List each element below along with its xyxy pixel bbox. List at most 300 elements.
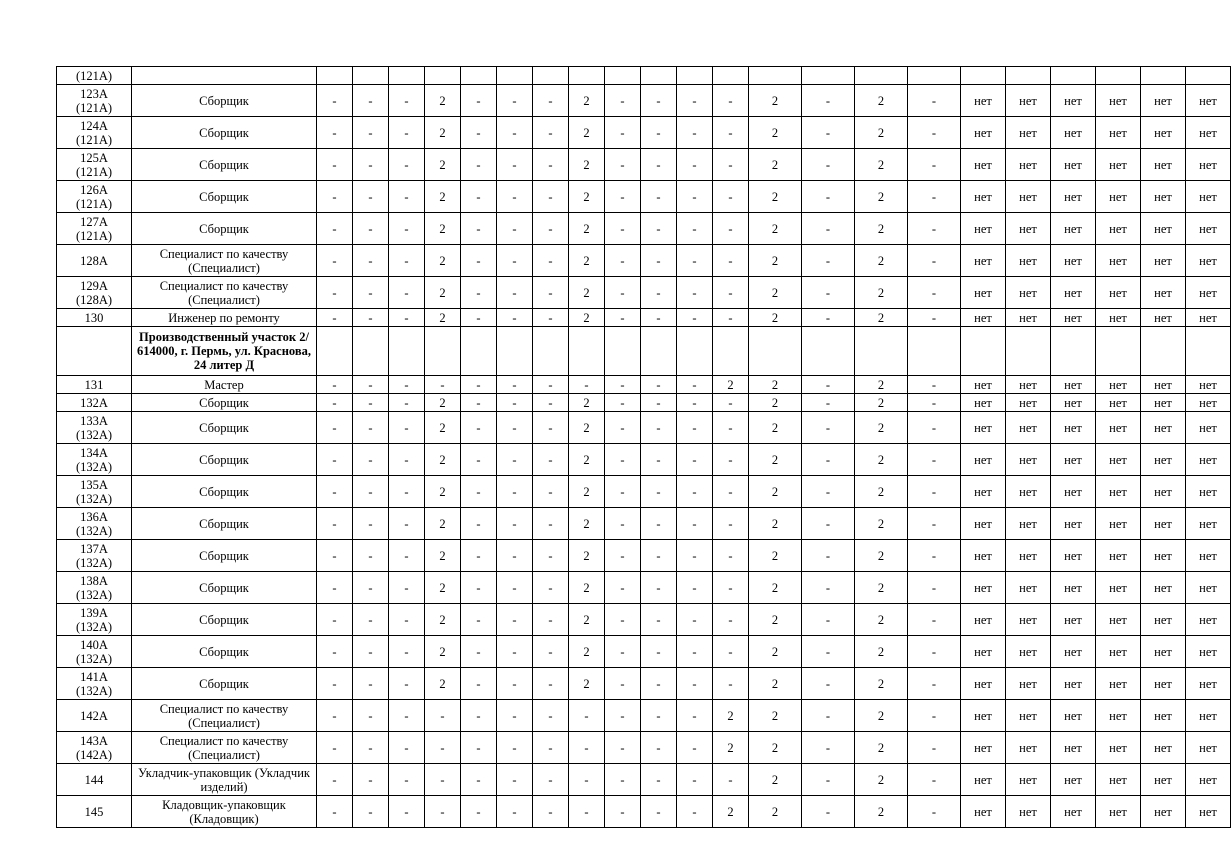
table-row bbox=[57, 668, 1231, 700]
availability-cell: нет bbox=[1096, 444, 1141, 476]
availability-cell: нет bbox=[1051, 117, 1096, 149]
data-cell: - bbox=[497, 572, 533, 604]
availability-cell: нет bbox=[1141, 181, 1186, 213]
data-cell: - bbox=[677, 394, 713, 412]
data-cell: - bbox=[389, 444, 425, 476]
data-cell: 2 bbox=[425, 277, 461, 309]
row-number-line: (132А) bbox=[75, 619, 113, 634]
row-number-line: (121А) bbox=[75, 196, 113, 211]
data-cell: - bbox=[497, 394, 533, 412]
row-number-line: 129А bbox=[80, 278, 108, 293]
data-cell: 2 bbox=[425, 636, 461, 668]
data-cell: - bbox=[641, 117, 677, 149]
data-cell: - bbox=[533, 700, 569, 732]
availability-cell: нет bbox=[1141, 85, 1186, 117]
data-cell: - bbox=[641, 181, 677, 213]
availability-cell: нет bbox=[1186, 213, 1231, 245]
data-cell: - bbox=[461, 277, 497, 309]
availability-cell: нет bbox=[1141, 636, 1186, 668]
availability-cell: нет bbox=[1006, 412, 1051, 444]
data-cell: - bbox=[461, 117, 497, 149]
data-cell: - bbox=[317, 444, 353, 476]
data-cell: - bbox=[425, 796, 461, 828]
availability-cell: нет bbox=[1006, 444, 1051, 476]
data-cell: - bbox=[677, 149, 713, 181]
availability-cell: нет bbox=[1186, 277, 1231, 309]
data-cell: - bbox=[641, 85, 677, 117]
data-cell: - bbox=[802, 412, 855, 444]
data-cell bbox=[533, 327, 569, 376]
row-number-line: 126А bbox=[80, 182, 108, 197]
data-cell: 2 bbox=[855, 444, 908, 476]
data-cell: 2 bbox=[569, 149, 605, 181]
data-cell: 2 bbox=[425, 508, 461, 540]
data-cell bbox=[461, 327, 497, 376]
availability-cell bbox=[1051, 67, 1096, 85]
data-cell: - bbox=[641, 700, 677, 732]
data-cell: - bbox=[908, 245, 961, 277]
row-number-cell bbox=[57, 476, 132, 508]
data-cell: 2 bbox=[749, 117, 802, 149]
data-cell: - bbox=[533, 85, 569, 117]
data-cell: - bbox=[497, 245, 533, 277]
position-title-cell: Сборщик bbox=[132, 117, 317, 149]
availability-cell: нет bbox=[1096, 213, 1141, 245]
data-cell: 2 bbox=[569, 181, 605, 213]
data-cell: - bbox=[908, 394, 961, 412]
availability-cell: нет bbox=[1051, 245, 1096, 277]
availability-cell: нет bbox=[1006, 572, 1051, 604]
availability-cell: нет bbox=[1096, 668, 1141, 700]
availability-cell: нет bbox=[1006, 540, 1051, 572]
data-cell bbox=[389, 67, 425, 85]
table-row bbox=[57, 604, 1231, 636]
data-cell: - bbox=[317, 636, 353, 668]
table-row bbox=[57, 376, 1231, 394]
availability-cell: нет bbox=[961, 604, 1006, 636]
table-row bbox=[57, 245, 1231, 277]
data-cell: - bbox=[677, 213, 713, 245]
data-cell: - bbox=[497, 181, 533, 213]
data-cell: - bbox=[389, 732, 425, 764]
data-cell: - bbox=[677, 245, 713, 277]
availability-cell bbox=[1051, 327, 1096, 376]
position-title-cell: Сборщик bbox=[132, 85, 317, 117]
data-cell: - bbox=[533, 636, 569, 668]
availability-cell: нет bbox=[961, 309, 1006, 327]
position-title-cell: Сборщик bbox=[132, 213, 317, 245]
table-row bbox=[57, 149, 1231, 181]
data-cell: - bbox=[461, 245, 497, 277]
row-number-line: 144 bbox=[84, 772, 104, 787]
row-number-line: (142А) bbox=[75, 747, 113, 762]
data-cell: - bbox=[389, 604, 425, 636]
availability-cell: нет bbox=[1141, 508, 1186, 540]
table-row bbox=[57, 444, 1231, 476]
data-cell bbox=[569, 327, 605, 376]
data-cell: - bbox=[677, 764, 713, 796]
data-cell: - bbox=[802, 668, 855, 700]
data-cell: - bbox=[425, 700, 461, 732]
position-title-cell: Сборщик bbox=[132, 572, 317, 604]
data-cell: - bbox=[908, 508, 961, 540]
data-cell: - bbox=[802, 540, 855, 572]
position-title-cell: Сборщик bbox=[132, 149, 317, 181]
data-cell: - bbox=[389, 213, 425, 245]
availability-cell: нет bbox=[1186, 572, 1231, 604]
position-title-cell: Специалист по качеству (Специалист) bbox=[132, 732, 317, 764]
data-cell: - bbox=[641, 376, 677, 394]
data-cell: - bbox=[802, 181, 855, 213]
data-cell bbox=[353, 327, 389, 376]
row-number-cell bbox=[57, 508, 132, 540]
availability-cell: нет bbox=[1186, 508, 1231, 540]
availability-cell: нет bbox=[1096, 376, 1141, 394]
data-cell: - bbox=[461, 540, 497, 572]
data-cell bbox=[425, 67, 461, 85]
data-cell: 2 bbox=[713, 796, 749, 828]
availability-cell: нет bbox=[961, 572, 1006, 604]
availability-cell: нет bbox=[1096, 796, 1141, 828]
data-cell: - bbox=[605, 796, 641, 828]
data-cell: 2 bbox=[855, 85, 908, 117]
data-cell: - bbox=[461, 149, 497, 181]
availability-cell: нет bbox=[1096, 394, 1141, 412]
data-cell: - bbox=[677, 117, 713, 149]
table-row bbox=[57, 732, 1231, 764]
data-cell: - bbox=[353, 394, 389, 412]
availability-cell: нет bbox=[1141, 732, 1186, 764]
availability-cell: нет bbox=[1051, 149, 1096, 181]
data-cell: - bbox=[461, 476, 497, 508]
data-cell: - bbox=[389, 245, 425, 277]
data-cell: - bbox=[317, 508, 353, 540]
data-cell: - bbox=[908, 309, 961, 327]
data-cell: - bbox=[802, 764, 855, 796]
data-cell: - bbox=[677, 444, 713, 476]
data-cell: - bbox=[641, 149, 677, 181]
row-number-cell bbox=[57, 412, 132, 444]
data-cell: 2 bbox=[425, 309, 461, 327]
availability-cell: нет bbox=[1051, 376, 1096, 394]
availability-cell: нет bbox=[1141, 277, 1186, 309]
availability-cell: нет bbox=[961, 700, 1006, 732]
data-cell: - bbox=[605, 700, 641, 732]
data-cell: - bbox=[533, 309, 569, 327]
availability-cell: нет bbox=[1141, 309, 1186, 327]
data-cell: - bbox=[677, 636, 713, 668]
position-title-cell: Сборщик bbox=[132, 540, 317, 572]
data-cell: - bbox=[317, 796, 353, 828]
row-number-cell bbox=[57, 85, 132, 117]
availability-cell bbox=[1006, 327, 1051, 376]
data-cell: - bbox=[713, 476, 749, 508]
data-cell: - bbox=[389, 85, 425, 117]
data-cell bbox=[497, 327, 533, 376]
availability-cell bbox=[1186, 67, 1231, 85]
row-number-line: 130 bbox=[84, 310, 104, 325]
data-cell bbox=[533, 67, 569, 85]
data-cell bbox=[569, 67, 605, 85]
row-number-line: (121А) bbox=[75, 164, 113, 179]
availability-cell: нет bbox=[1096, 277, 1141, 309]
position-title-cell: Сборщик bbox=[132, 412, 317, 444]
data-cell: - bbox=[641, 572, 677, 604]
data-cell: - bbox=[605, 764, 641, 796]
data-cell bbox=[641, 327, 677, 376]
position-title-cell: Специалист по качеству (Специалист) bbox=[132, 245, 317, 277]
data-cell: - bbox=[353, 245, 389, 277]
row-number-line: (132А) bbox=[75, 491, 113, 506]
data-cell: 2 bbox=[855, 117, 908, 149]
availability-cell: нет bbox=[1186, 700, 1231, 732]
data-cell: - bbox=[389, 412, 425, 444]
data-cell: 2 bbox=[855, 245, 908, 277]
data-cell: - bbox=[389, 508, 425, 540]
row-number-line: (121А) bbox=[75, 100, 113, 115]
data-cell bbox=[677, 327, 713, 376]
availability-cell: нет bbox=[1186, 149, 1231, 181]
data-cell: - bbox=[802, 117, 855, 149]
availability-cell: нет bbox=[1051, 476, 1096, 508]
data-cell: - bbox=[425, 376, 461, 394]
position-title-cell: Мастер bbox=[132, 376, 317, 394]
availability-cell: нет bbox=[1186, 764, 1231, 796]
data-cell: - bbox=[533, 394, 569, 412]
data-cell: - bbox=[641, 604, 677, 636]
availability-cell: нет bbox=[1186, 636, 1231, 668]
availability-cell: нет bbox=[1051, 412, 1096, 444]
availability-cell: нет bbox=[1006, 700, 1051, 732]
data-cell bbox=[389, 327, 425, 376]
data-cell: 2 bbox=[855, 309, 908, 327]
availability-cell: нет bbox=[1096, 476, 1141, 508]
data-cell: - bbox=[497, 277, 533, 309]
availability-cell: нет bbox=[1051, 764, 1096, 796]
row-number-cell bbox=[57, 277, 132, 309]
data-cell: - bbox=[605, 213, 641, 245]
data-cell: 2 bbox=[855, 412, 908, 444]
data-cell: 2 bbox=[749, 213, 802, 245]
availability-cell: нет bbox=[961, 764, 1006, 796]
data-cell: - bbox=[713, 636, 749, 668]
data-cell bbox=[908, 67, 961, 85]
data-cell: - bbox=[353, 508, 389, 540]
data-cell: - bbox=[641, 394, 677, 412]
availability-cell: нет bbox=[1006, 245, 1051, 277]
data-cell: - bbox=[461, 309, 497, 327]
data-cell: - bbox=[713, 85, 749, 117]
data-cell: - bbox=[605, 181, 641, 213]
position-title-cell: Сборщик bbox=[132, 508, 317, 540]
data-cell: 2 bbox=[855, 376, 908, 394]
data-cell: - bbox=[569, 796, 605, 828]
data-cell: - bbox=[677, 309, 713, 327]
row-number-line: 141А bbox=[80, 669, 108, 684]
availability-cell: нет bbox=[1006, 636, 1051, 668]
document-page bbox=[56, 66, 1217, 828]
availability-cell: нет bbox=[1186, 117, 1231, 149]
availability-cell: нет bbox=[1051, 213, 1096, 245]
availability-cell: нет bbox=[1141, 412, 1186, 444]
table-row bbox=[57, 213, 1231, 245]
table-row bbox=[57, 394, 1231, 412]
table-row bbox=[57, 67, 1231, 85]
data-cell: - bbox=[605, 732, 641, 764]
data-cell: - bbox=[605, 476, 641, 508]
availability-cell: нет bbox=[1141, 376, 1186, 394]
data-cell bbox=[749, 67, 802, 85]
data-cell: - bbox=[802, 213, 855, 245]
data-cell: - bbox=[802, 476, 855, 508]
row-number-cell bbox=[57, 572, 132, 604]
row-number-line: 145 bbox=[84, 804, 104, 819]
data-cell: - bbox=[908, 796, 961, 828]
availability-cell: нет bbox=[961, 668, 1006, 700]
availability-cell: нет bbox=[1141, 213, 1186, 245]
data-cell: - bbox=[317, 764, 353, 796]
availability-cell: нет bbox=[1186, 476, 1231, 508]
data-cell: - bbox=[497, 444, 533, 476]
data-cell: - bbox=[713, 181, 749, 213]
data-cell: - bbox=[908, 85, 961, 117]
data-cell: - bbox=[605, 572, 641, 604]
data-cell: - bbox=[317, 85, 353, 117]
data-cell: - bbox=[641, 540, 677, 572]
data-cell: - bbox=[605, 540, 641, 572]
data-cell bbox=[802, 67, 855, 85]
row-number-line: 133А bbox=[80, 413, 108, 428]
data-cell: - bbox=[353, 117, 389, 149]
availability-cell: нет bbox=[961, 508, 1006, 540]
row-number-cell bbox=[57, 245, 132, 277]
row-number-line: 125А bbox=[80, 150, 108, 165]
data-cell: 2 bbox=[855, 604, 908, 636]
data-cell: 2 bbox=[749, 309, 802, 327]
position-title-cell: Специалист по качеству (Специалист) bbox=[132, 277, 317, 309]
availability-cell: нет bbox=[961, 85, 1006, 117]
data-cell: - bbox=[641, 309, 677, 327]
availability-cell: нет bbox=[1141, 572, 1186, 604]
row-number-cell bbox=[57, 181, 132, 213]
availability-cell: нет bbox=[961, 376, 1006, 394]
availability-cell bbox=[1186, 327, 1231, 376]
data-cell: 2 bbox=[749, 376, 802, 394]
data-cell bbox=[749, 327, 802, 376]
data-cell: 2 bbox=[569, 540, 605, 572]
data-cell: 2 bbox=[749, 508, 802, 540]
position-title-cell: Инженер по ремонту bbox=[132, 309, 317, 327]
data-cell: - bbox=[317, 572, 353, 604]
data-cell: - bbox=[641, 277, 677, 309]
data-cell: - bbox=[317, 181, 353, 213]
data-cell: 2 bbox=[749, 277, 802, 309]
data-cell: - bbox=[569, 700, 605, 732]
data-cell: - bbox=[677, 85, 713, 117]
data-cell: - bbox=[802, 636, 855, 668]
data-cell: 2 bbox=[749, 540, 802, 572]
data-cell: - bbox=[461, 444, 497, 476]
row-number-line: 135А bbox=[80, 477, 108, 492]
row-number-line: (132А) bbox=[75, 555, 113, 570]
data-cell: - bbox=[353, 572, 389, 604]
data-cell: 2 bbox=[713, 732, 749, 764]
data-cell: - bbox=[569, 764, 605, 796]
data-cell: - bbox=[389, 394, 425, 412]
availability-cell: нет bbox=[961, 732, 1006, 764]
data-cell: - bbox=[533, 572, 569, 604]
data-cell: - bbox=[605, 412, 641, 444]
data-cell: - bbox=[389, 700, 425, 732]
data-cell: - bbox=[317, 412, 353, 444]
data-cell bbox=[641, 67, 677, 85]
data-cell: - bbox=[908, 149, 961, 181]
data-cell: - bbox=[908, 604, 961, 636]
data-cell: - bbox=[425, 764, 461, 796]
section-header-row bbox=[57, 327, 1231, 376]
data-cell bbox=[425, 327, 461, 376]
data-cell: - bbox=[389, 476, 425, 508]
data-cell: - bbox=[533, 540, 569, 572]
data-cell: - bbox=[461, 572, 497, 604]
table-row bbox=[57, 309, 1231, 327]
data-cell: - bbox=[497, 149, 533, 181]
data-cell: - bbox=[317, 732, 353, 764]
data-cell: 2 bbox=[749, 444, 802, 476]
availability-cell: нет bbox=[961, 444, 1006, 476]
data-cell: 2 bbox=[569, 117, 605, 149]
data-cell: - bbox=[533, 668, 569, 700]
availability-cell: нет bbox=[1186, 732, 1231, 764]
data-cell: - bbox=[713, 309, 749, 327]
data-cell: 2 bbox=[569, 444, 605, 476]
availability-cell: нет bbox=[1141, 764, 1186, 796]
availability-cell: нет bbox=[1051, 277, 1096, 309]
data-cell: - bbox=[641, 796, 677, 828]
data-cell: - bbox=[497, 540, 533, 572]
data-cell: - bbox=[317, 213, 353, 245]
data-cell: - bbox=[677, 700, 713, 732]
availability-cell: нет bbox=[1051, 394, 1096, 412]
availability-cell: нет bbox=[1096, 764, 1141, 796]
availability-cell: нет bbox=[961, 245, 1006, 277]
data-cell: 2 bbox=[713, 376, 749, 394]
availability-cell bbox=[961, 327, 1006, 376]
row-number-cell bbox=[57, 732, 132, 764]
data-cell: - bbox=[641, 213, 677, 245]
availability-cell: нет bbox=[1051, 85, 1096, 117]
data-cell bbox=[497, 67, 533, 85]
data-cell: - bbox=[641, 636, 677, 668]
availability-cell: нет bbox=[961, 149, 1006, 181]
availability-cell: нет bbox=[1141, 444, 1186, 476]
table-body bbox=[57, 67, 1231, 828]
availability-cell: нет bbox=[961, 277, 1006, 309]
data-cell: - bbox=[389, 277, 425, 309]
data-cell: - bbox=[605, 277, 641, 309]
data-cell: - bbox=[641, 668, 677, 700]
availability-cell: нет bbox=[1141, 668, 1186, 700]
data-cell: 2 bbox=[855, 277, 908, 309]
data-cell: - bbox=[425, 732, 461, 764]
availability-cell: нет bbox=[1006, 309, 1051, 327]
data-cell: - bbox=[713, 412, 749, 444]
availability-cell bbox=[1006, 67, 1051, 85]
data-cell: - bbox=[461, 181, 497, 213]
availability-cell: нет bbox=[1186, 85, 1231, 117]
data-cell: 2 bbox=[855, 181, 908, 213]
data-cell: - bbox=[317, 394, 353, 412]
